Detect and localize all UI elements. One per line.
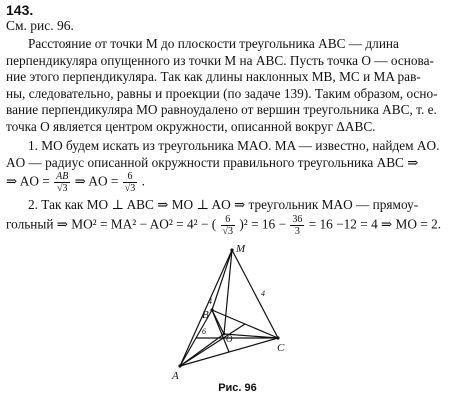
pyramid-vertices bbox=[178, 248, 279, 367]
formula-text: ⇒ AO = bbox=[74, 173, 119, 189]
fraction-numerator: 6 bbox=[221, 214, 236, 226]
label-m: M bbox=[236, 243, 246, 255]
label-edge-mo: 6 bbox=[202, 327, 206, 336]
fraction-numerator: AB bbox=[56, 171, 69, 182]
step1-line: AO — радиус описанной окружности правильного треугольника ABC ⇒ bbox=[6, 154, 419, 170]
label-o: O bbox=[226, 334, 233, 344]
intro-line: Расстояние от точки M до плоскости треугольника ABC — длина bbox=[28, 36, 399, 51]
fraction-numerator: 36 bbox=[292, 213, 303, 225]
figure-caption: Рис. 96 bbox=[218, 382, 257, 394]
label-b: B bbox=[202, 309, 209, 321]
problem-number: 143. bbox=[6, 2, 34, 18]
step1-line: 1. MO будем искать из треугольника MAO. MA — известно, найдем AO. bbox=[28, 138, 440, 153]
fraction-numerator: 6 bbox=[123, 171, 138, 183]
label-edge-ma: 4 bbox=[208, 297, 212, 306]
step2-formula bbox=[6, 214, 468, 237]
label-c: C bbox=[277, 342, 285, 354]
point-o bbox=[223, 333, 226, 336]
vertex-a bbox=[178, 364, 181, 367]
step-1 bbox=[6, 138, 468, 194]
fraction-denominator: √3 bbox=[222, 225, 234, 237]
label-a: A bbox=[172, 370, 179, 382]
pyramid-edges bbox=[180, 250, 278, 366]
step1-formula bbox=[6, 171, 468, 194]
vertex-c bbox=[276, 336, 279, 339]
label-edge-mc: 4 bbox=[261, 289, 265, 298]
fraction-6-root3 bbox=[221, 214, 236, 237]
vertex-m bbox=[230, 248, 233, 251]
step-2 bbox=[6, 197, 468, 237]
intro-line: ны, следовательно, равны и проекции (по задаче 139). Таким образом, осно- bbox=[6, 85, 438, 101]
formula-text: гольный ⇒ MO² = MA² − AO² = 4² − ( bbox=[6, 216, 217, 232]
intro-line: вание перпендикуляра MO равноудалено от вершин треугольника ABC, т. е. bbox=[6, 102, 437, 117]
formula-text: )² = 16 − bbox=[239, 216, 287, 232]
solution-text bbox=[6, 36, 468, 237]
fraction-6-root3 bbox=[123, 171, 138, 194]
segment-ob bbox=[212, 310, 224, 334]
figure-reference: См. рис. 96. bbox=[6, 18, 74, 33]
pyramid-figure bbox=[160, 238, 310, 383]
formula-text: ⇒ AO = bbox=[6, 173, 50, 189]
fraction-denominator: √3 bbox=[124, 183, 136, 194]
fraction-36-3 bbox=[290, 214, 304, 237]
intro-paragraph bbox=[6, 36, 468, 135]
fraction-denominator: 3 bbox=[294, 225, 300, 237]
fraction-ab-root3 bbox=[54, 171, 70, 194]
formula-text: . bbox=[141, 173, 145, 189]
intro-line: перпендикуляра опущенного из точки M на ABC. Пусть точка O — основа- bbox=[6, 52, 434, 68]
formula-text: = 16 −12 = 4 ⇒ MO = 2. bbox=[308, 216, 442, 232]
intro-line: точка O является центром окружности, описанной вокруг ΔABC. bbox=[6, 118, 376, 134]
fraction-denominator: √3 bbox=[56, 183, 68, 194]
intro-line: ние этого перпендикуляра. Так как длины наклонных MB, MC и MA рав- bbox=[6, 69, 421, 84]
edge-mc bbox=[232, 250, 278, 338]
step2-line: 2. Так как MO ⊥ ABC ⇒ MO ⊥ AO ⇒ треугольник MAO — прямоу- bbox=[28, 197, 419, 212]
vertex-b bbox=[210, 308, 213, 311]
